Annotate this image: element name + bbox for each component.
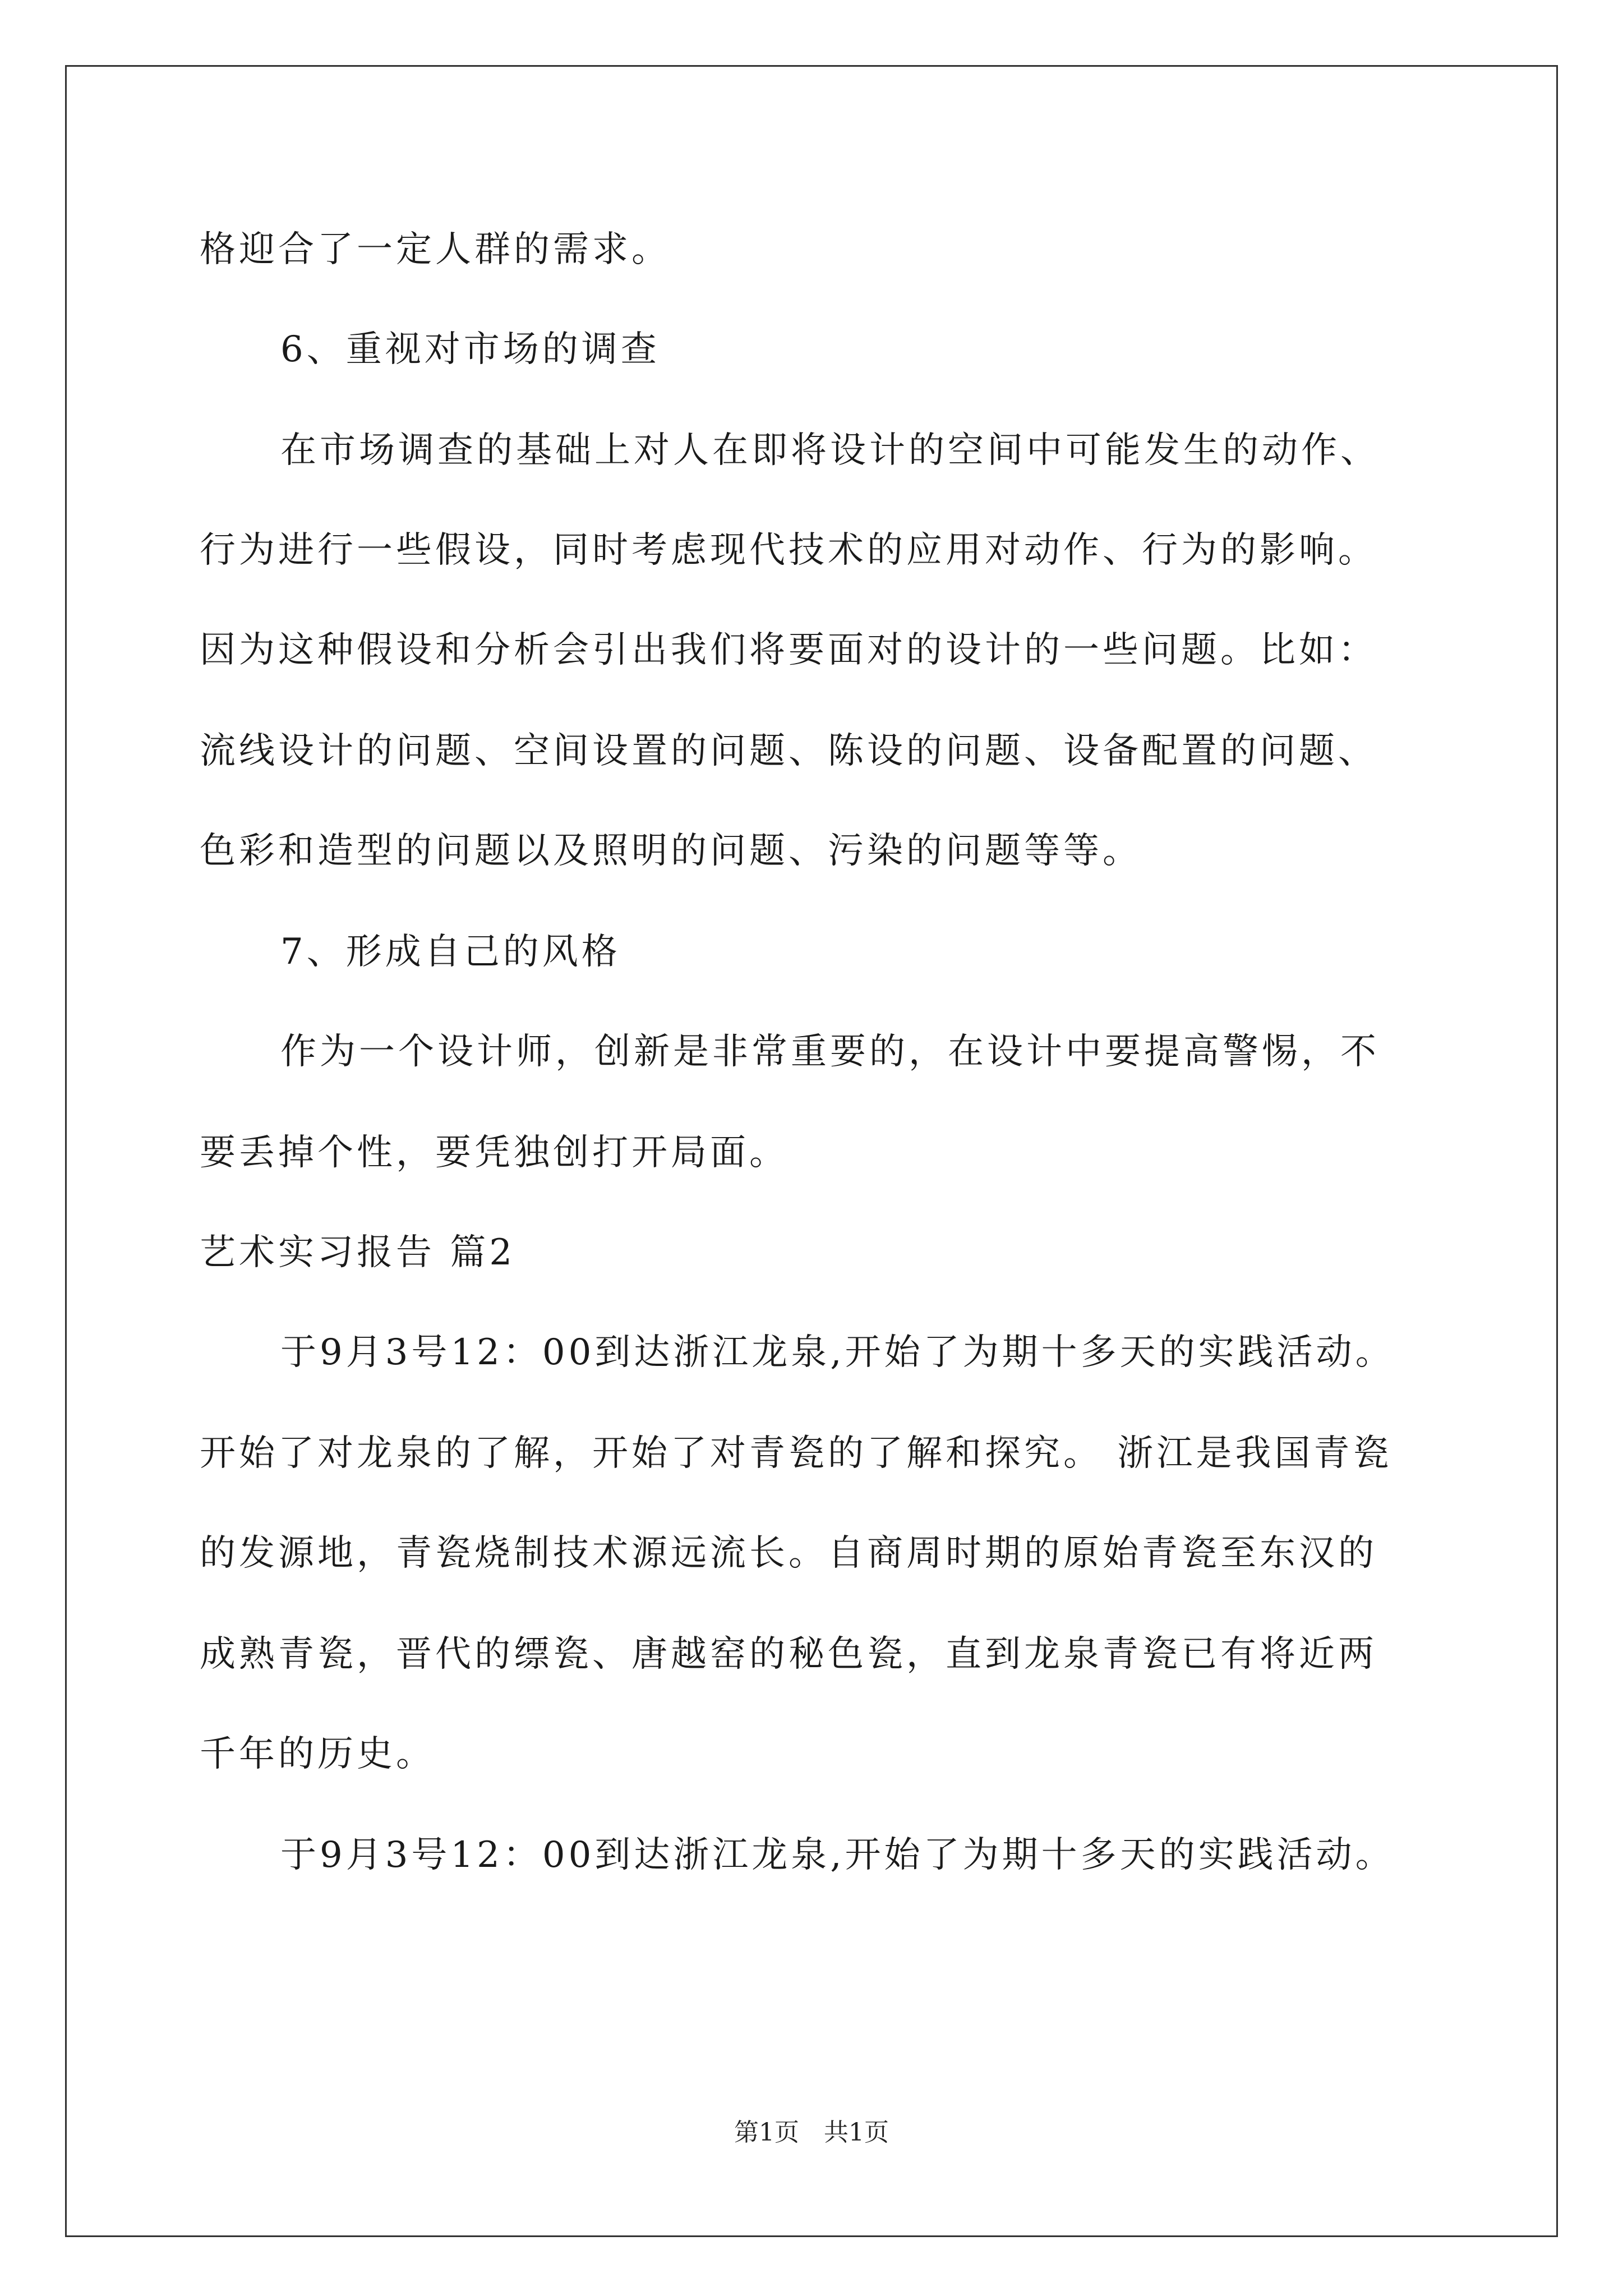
- section-heading-7: 7、形成自己的风格: [280, 931, 621, 973]
- section-heading-6: 6、重视对市场的调查: [280, 329, 660, 370]
- text-line: 作为一个设计师，创新是非常重要的，在设计中要提高警惕，不: [280, 1031, 1380, 1073]
- text-line: 格迎合了一定人群的需求。: [200, 229, 671, 270]
- page-number-footer: 第1页 共1页: [734, 2118, 889, 2147]
- text-line: 于9月3号12：00到达浙江龙泉,开始了为期十多天的实践活动。: [280, 1834, 1395, 1876]
- text-line: 开始了对龙泉的了解，开始了对青瓷的了解和探究。 浙江是我国青瓷: [200, 1433, 1393, 1474]
- text-line: 成熟青瓷，晋代的缥瓷、唐越窑的秘色瓷，直到龙泉青瓷已有将近两: [200, 1634, 1377, 1675]
- text-line: 在市场调查的基础上对人在即将设计的空间中可能发生的动作、: [280, 430, 1380, 471]
- text-line: 行为进行一些假设，同时考虑现代技术的应用对动作、行为的影响。: [200, 530, 1377, 571]
- text-line: 流线设计的问题、空间设置的问题、陈设的问题、设备配置的问题、: [200, 730, 1377, 772]
- text-line: 于9月3号12：00到达浙江龙泉,开始了为期十多天的实践活动。: [280, 1332, 1395, 1373]
- article-title: 艺术实习报告 篇2: [200, 1232, 516, 1273]
- text-line: 要丢掉个性，要凭独创打开局面。: [200, 1132, 789, 1174]
- text-line: 千年的历史。: [200, 1733, 435, 1775]
- text-line: 色彩和造型的问题以及照明的问题、污染的问题等等。: [200, 830, 1142, 872]
- text-line: 的发源地，青瓷烧制技术源远流长。自商周时期的原始青瓷至东汉的: [200, 1533, 1377, 1574]
- text-line: 因为这种假设和分析会引出我们将要面对的设计的一些问题。比如：: [200, 629, 1377, 671]
